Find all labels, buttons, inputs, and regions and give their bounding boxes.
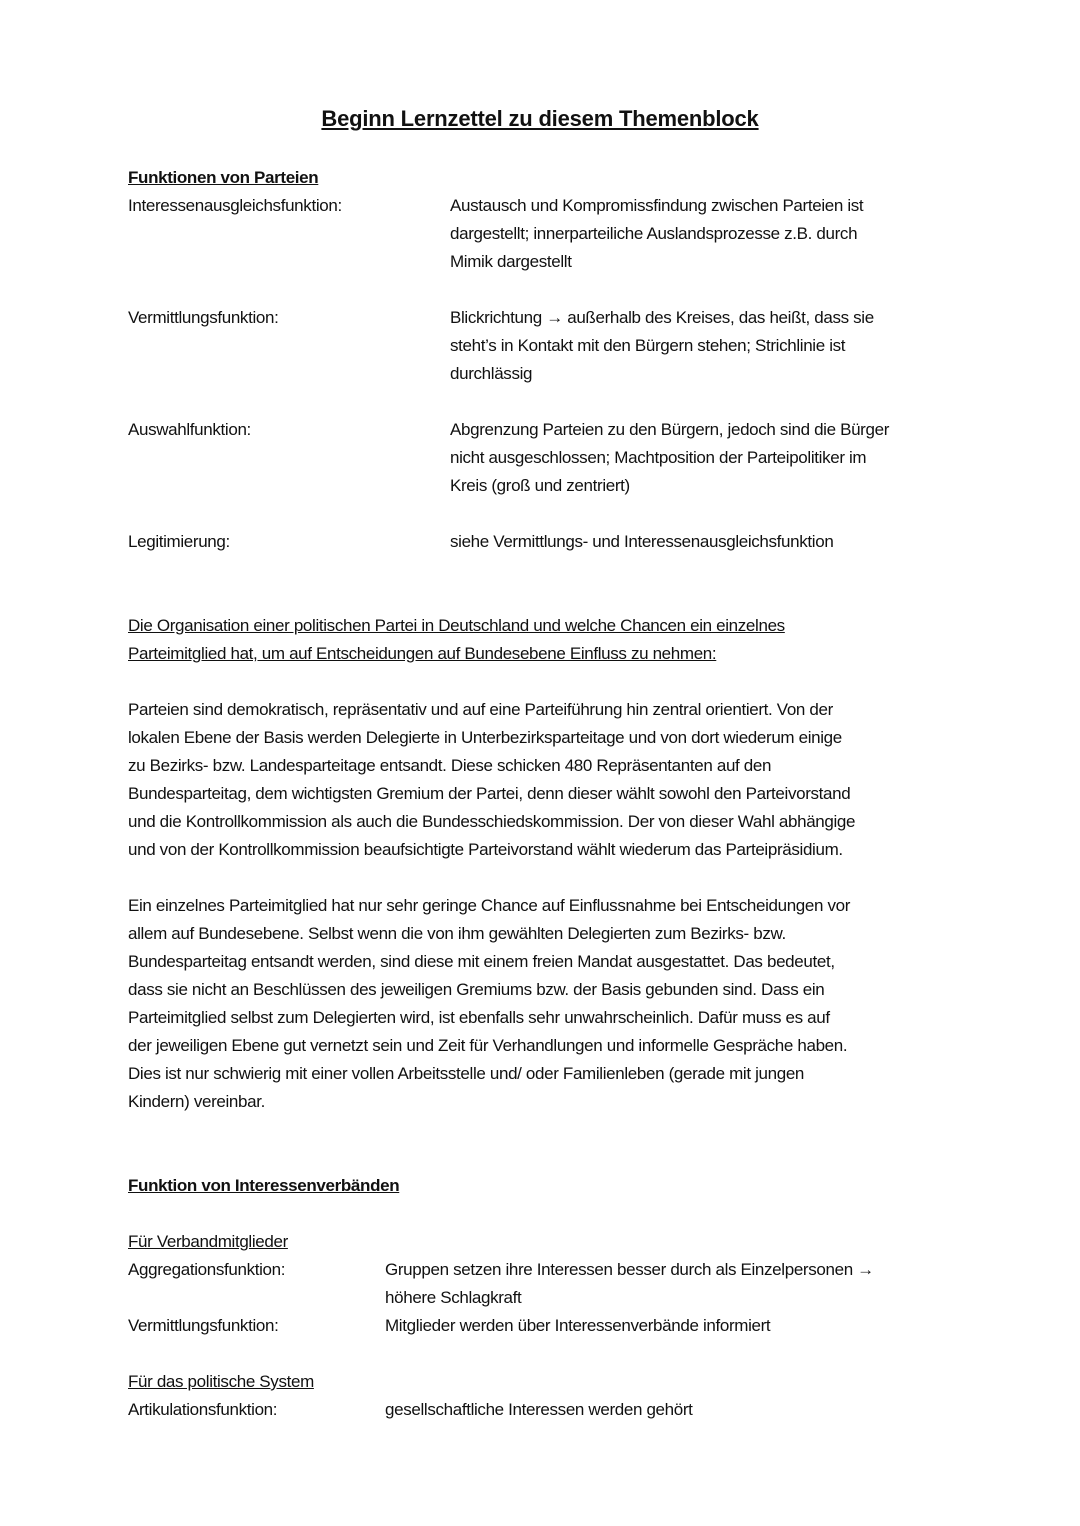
row-value — [450, 304, 874, 388]
row-label: Vermittlungsfunktion: — [128, 1316, 279, 1335]
text-line: Mimik dargestellt — [450, 252, 572, 271]
paragraph — [128, 892, 850, 1116]
text-line: Austausch und Kompromissfindung zwischen Parteien ist — [450, 196, 864, 215]
text-line: Abgrenzung Parteien zu den Bürgern, jedoch sind die Bürger — [450, 420, 889, 439]
row-label: Aggregationsfunktion: — [128, 1260, 286, 1279]
row-label: Artikulationsfunktion: — [128, 1400, 278, 1419]
subheading: Für Verbandmitglieder — [128, 1232, 288, 1251]
row-value: Mitglieder werden über Interessenverbände informiert — [385, 1316, 771, 1335]
text-line: Parteimitglied hat, um auf Entscheidungen auf Bundesebene Einfluss zu nehmen: — [128, 644, 717, 663]
text-line: Dies ist nur schwierig mit einer vollen Arbeitsstelle und/ oder Familienleben (gerade mit jungen — [128, 1064, 805, 1083]
text-line: nicht ausgeschlossen; Machtposition der Parteipolitiker im — [450, 448, 867, 467]
text-line: Parteimitglied selbst zum Delegierten wird, ist ebenfalls sehr unwahrscheinlich. Dafür muss es auf — [128, 1008, 830, 1027]
section-heading-organisation — [128, 612, 785, 668]
text-line: zu Bezirks- bzw. Landesparteitage entsandt. Diese schicken 480 Repräsentanten auf den — [128, 756, 772, 775]
text-line: höhere Schlagkraft — [385, 1288, 522, 1307]
text-line: Bundesparteitag entsandt werden, sind diese mit einem freien Mandat ausgestattet. Das bedeutet, — [128, 952, 835, 971]
paragraph — [128, 696, 855, 864]
text-line: durchlässig — [450, 364, 533, 383]
row-value: gesellschaftliche Interessen werden gehört — [385, 1400, 693, 1419]
text-line: Kindern) vereinbar. — [128, 1092, 265, 1111]
text-line: Gruppen setzen ihre Interessen besser durch als Einzelpersonen → — [385, 1260, 874, 1279]
text-line: der jeweiligen Ebene gut vernetzt sein und Zeit für Verhandlungen und informelle Gespräche haben. — [128, 1036, 848, 1055]
section-heading-verbaende: Funktion von Interessenverbänden — [128, 1176, 400, 1195]
row-value — [450, 528, 833, 556]
text-line: allem auf Bundesebene. Selbst wenn die von ihm gewählten Delegierten zum Bezirks- bzw. — [128, 924, 786, 943]
row-value — [450, 192, 863, 276]
text-line: siehe Vermittlungs- und Interessenausgleichsfunktion — [450, 532, 834, 551]
row-value — [385, 1256, 874, 1312]
text-line: Bundesparteitag, dem wichtigsten Gremium der Partei, denn dieser wählt sowohl den Parteivorstand — [128, 784, 851, 803]
text-line: Ein einzelnes Parteimitglied hat nur sehr geringe Chance auf Einflussnahme bei Entscheidungen vor — [128, 896, 851, 915]
subheading: Für das politische System — [128, 1372, 314, 1391]
page-title: Beginn Lernzettel zu diesem Themenblock — [321, 106, 759, 131]
text-line: lokalen Ebene der Basis werden Delegierte in Unterbezirksparteitage und von dort wiederum einige — [128, 728, 842, 747]
text-line: und von der Kontrollkommission beaufsichtigte Parteivorstand wählt wiederum das Parteipräsidium. — [128, 840, 843, 859]
row-value — [450, 416, 889, 500]
text-line: Die Organisation einer politischen Partei in Deutschland und welche Chancen ein einzelnes — [128, 616, 785, 635]
text-line: Blickrichtung → außerhalb des Kreises, das heißt, dass sie — [450, 308, 874, 327]
row-label: Legitimierung: — [128, 532, 230, 551]
text-line: dass sie nicht an Beschlüssen des jeweiligen Gremiums bzw. der Basis gebunden sind. Dass ein — [128, 980, 825, 999]
row-label: Interessenausgleichsfunktion: — [128, 196, 342, 215]
text-line: Parteien sind demokratisch, repräsentativ und auf eine Parteiführung hin zentral orientiert. Von der — [128, 700, 833, 719]
row-label: Vermittlungsfunktion: — [128, 308, 279, 327]
section-heading-parteien: Funktionen von Parteien — [128, 168, 319, 187]
text-line: und die Kontrollkommission als auch die Bundesschiedskommission. Der von dieser Wahl abhängige — [128, 812, 856, 831]
text-line: dargestellt; innerparteiliche Auslandsprozesse z.B. durch — [450, 224, 858, 243]
row-label: Auswahlfunktion: — [128, 420, 251, 439]
text-line: steht’s in Kontakt mit den Bürgern stehen; Strichlinie ist — [450, 336, 846, 355]
text-line: Kreis (groß und zentriert) — [450, 476, 630, 495]
